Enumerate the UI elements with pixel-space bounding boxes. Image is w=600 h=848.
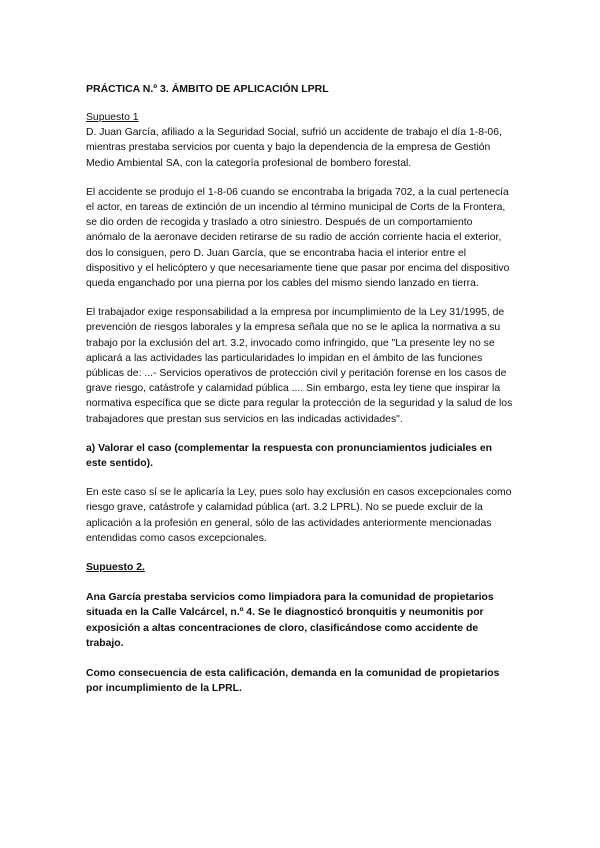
text-line: D. Juan García, afiliado a la Seguridad Social, sufrió un accidente de trabajo el día 1-8-06, [86, 127, 502, 139]
text-line: dispositivo y el helicóptero y que necesariamente tiene que pasar por encima del dispositivo [86, 262, 510, 274]
text-line: anómalo de la aeronave deciden retirarse de su radio de acción corriente hacia el exterior, [86, 232, 502, 244]
text-line: el actor, en tareas de extinción de un incendio al término municipal de Corts de la Frontera, [86, 202, 506, 214]
text-line: Como consecuencia de esta calificación, demanda en la comunidad de propietarios [86, 668, 500, 680]
supuesto-1-paragraph-1 [86, 125, 546, 171]
text-line: Medio Ambiental SA, con la categoría profesional de bombero forestal. [86, 157, 412, 169]
text-line: trabajadores que prestan sus servicios en las indicadas actividades". [86, 413, 403, 425]
supuesto-1-heading: Supuesto 1 [86, 112, 139, 123]
text-line: Ana García prestaba servicios como limpiadora para la comunidad de propietarios [86, 592, 494, 604]
text-line: mientras prestaba servicios por cuenta y bajo la dependencia de la empresa de Gestión [86, 142, 491, 154]
text-line: prevención de riesgos laborales y la empresa señala que no se le aplica la normativa a su [86, 322, 501, 334]
text-line: normativa específica que se dicte para regular la protección de la seguridad y la salud de los [86, 398, 513, 410]
text-line: situada en la Calle Valcárcel, n.º 4. Se le diagnosticó bronquitis y neumonitis por [86, 607, 484, 619]
supuesto-2-heading: Supuesto 2. [86, 562, 145, 574]
supuesto-1-question [86, 441, 546, 471]
text-line: aplicación a la profesión en general, sólo de las actividades anteriormente mencionadas [86, 517, 492, 529]
supuesto-1-paragraph-2 [86, 185, 546, 291]
supuesto-1-paragraph-3 [86, 305, 546, 427]
text-line: grave riesgo, catástrofe y calamidad pública .... Sin embargo, esta ley tiene que inspirar la [86, 383, 501, 395]
text-line: por incumplimiento de la LPRL. [86, 683, 242, 695]
text-line: se dio orden de recogida y traslado a otro siniestro. Después de un comportamiento [86, 217, 473, 229]
document-page [86, 82, 546, 697]
document-title: PRÁCTICA N.º 3. ÁMBITO DE APLICACIÓN LPRL [86, 83, 329, 95]
text-line: trabajo por la exclusión del art. 3.2, invocado como infringido, que "La presente ley no se [86, 337, 495, 349]
text-line: dos lo consiguen, pero D. Juan García, que se encontraba hacia el interior entre el [86, 247, 467, 259]
text-line: a) Valorar el caso (complementar la respuesta con pronunciamientos judiciales en [86, 442, 492, 454]
text-line: este sentido). [86, 458, 153, 470]
text-line: El accidente se produjo el 1-8-06 cuando se encontraba la brigada 702, a la cual pertenecía [86, 186, 509, 198]
text-line: El trabajador exige responsabilidad a la empresa por incumplimiento de la Ley 31/1995, de [86, 307, 505, 319]
text-line: riesgo grave, catástrofe y calamidad pública (art. 3.2 LPRL). No se puede excluir de la [86, 502, 483, 514]
supuesto-2-paragraph-2 [86, 666, 546, 696]
text-line: públicas de: ...- Servicios operativos de protección civil y peritación forense en los casos de [86, 368, 507, 380]
text-line: aplicará a las actividades las particularidades lo impidan en el ámbito de las funciones [86, 352, 483, 364]
text-line: exposición a altas concentraciones de cloro, clasificándose como accidente de [86, 622, 479, 634]
supuesto-2-paragraph-1 [86, 590, 546, 651]
text-line: En este caso sí se le aplicaría la Ley, pues solo hay exclusión en casos excepcionales como [86, 487, 512, 499]
text-line: queda enganchado por una pierna por los cables del mismo siendo lanzado en tierra. [86, 278, 479, 290]
supuesto-1-answer [86, 485, 546, 546]
text-line: entendidas como casos excepcionales. [86, 532, 267, 544]
text-line: trabajo. [86, 637, 124, 649]
